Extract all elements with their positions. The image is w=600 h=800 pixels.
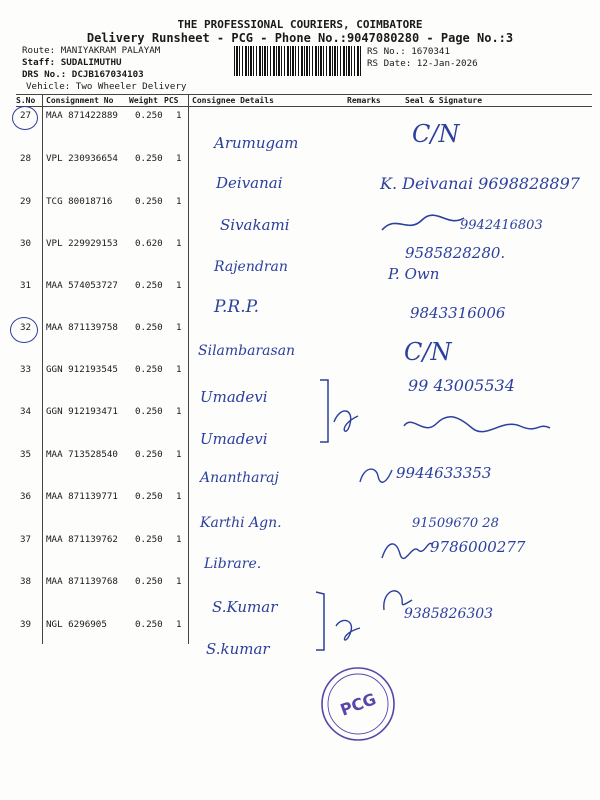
hw-consignee-name: Deivanai — [216, 174, 283, 192]
hw-signature: 9942416803 — [460, 218, 543, 233]
table-row — [0, 110, 600, 124]
row-pcs: 1 — [176, 153, 182, 164]
row-weight: 0.250 — [135, 534, 163, 545]
hw-consignee-name: S.Kumar — [212, 598, 278, 616]
row-sno: 36 — [20, 491, 32, 502]
table-row — [0, 280, 600, 294]
route-label: Route: MANIYAKRAM PALAYAM — [22, 45, 161, 56]
row-weight: 0.250 — [135, 364, 163, 375]
row-sno: 38 — [20, 576, 32, 587]
row-consignment: MAA 871139768 — [46, 576, 118, 587]
hw-signature: 91509670 28 — [412, 516, 499, 531]
hw-signature: 9786000277 — [430, 538, 526, 556]
row-consignment: MAA 871422889 — [46, 110, 118, 121]
bracket-mark — [312, 588, 364, 654]
row-sno: 27 — [20, 110, 32, 121]
row-consignment: MAA 871139762 — [46, 534, 118, 545]
row-weight: 0.250 — [135, 196, 163, 207]
hw-signature: 9944633353 — [396, 464, 492, 482]
row-weight: 0.250 — [135, 619, 163, 630]
hw-consignee-name: S.kumar — [206, 640, 270, 658]
col-consignment: Consignment No — [46, 96, 114, 105]
row-weight: 0.250 — [135, 491, 163, 502]
row-sno: 28 — [20, 153, 32, 164]
hw-signature: 9843316006 — [410, 304, 506, 322]
company-stamp — [318, 664, 398, 744]
hw-consignee-name: Rajendran — [214, 259, 288, 275]
stamp-text: PCG — [337, 689, 379, 720]
hw-signature: 9385826303 — [404, 606, 494, 622]
signature-scribble — [378, 534, 434, 564]
sno-circle-mark — [10, 317, 38, 343]
row-weight: 0.250 — [135, 110, 163, 121]
row-consignment: MAA 871139771 — [46, 491, 118, 502]
row-sno: 35 — [20, 449, 32, 460]
row-sno: 31 — [20, 280, 32, 291]
hw-consignee-name: Sivakami — [220, 216, 290, 234]
hw-signature: P. Own — [388, 265, 440, 283]
vehicle-label: Vehicle: Two Wheeler Delivery — [26, 81, 187, 92]
table-row — [0, 491, 600, 505]
row-pcs: 1 — [176, 280, 182, 291]
row-pcs: 1 — [176, 110, 182, 121]
signature-scribble — [378, 584, 418, 614]
table-top-border — [16, 94, 592, 95]
hw-signature: 9585828280. — [405, 244, 506, 262]
hw-signature: K. Deivanai 9698828897 — [380, 174, 580, 193]
row-pcs: 1 — [176, 196, 182, 207]
row-weight: 0.250 — [135, 406, 163, 417]
row-pcs: 1 — [176, 449, 182, 460]
runsheet-subtitle: Delivery Runsheet - PCG - Phone No.:9047080280 - Page No.:3 — [86, 31, 514, 45]
row-pcs: 1 — [176, 238, 182, 249]
table-row — [0, 196, 600, 210]
row-weight: 0.250 — [135, 576, 163, 587]
row-consignment: VPL 230936654 — [46, 153, 118, 164]
row-pcs: 1 — [176, 534, 182, 545]
hw-consignee-name: Anantharaj — [200, 470, 279, 486]
row-sno: 33 — [20, 364, 32, 375]
hw-consignee-name: Librare. — [204, 556, 262, 572]
col-seal: Seal & Signature — [405, 96, 483, 105]
col-weight: Weight — [129, 96, 158, 105]
hw-consignee-name: Silambarasan — [198, 343, 296, 359]
row-consignment: MAA 713528540 — [46, 449, 118, 460]
row-consignment: GGN 912193471 — [46, 406, 118, 417]
row-consignment: VPL 229929153 — [46, 238, 118, 249]
row-weight: 0.250 — [135, 153, 163, 164]
hw-consignee-name: Arumugam — [214, 134, 299, 152]
row-pcs: 1 — [176, 619, 182, 630]
signature-scribble — [402, 412, 552, 438]
row-weight: 0.250 — [135, 449, 163, 460]
row-pcs: 1 — [176, 322, 182, 333]
sno-circle-mark — [12, 106, 38, 130]
signature-scribble — [378, 212, 468, 236]
drs-label: DRS No.: DCJB167034103 — [22, 69, 144, 80]
col-sno: S.No — [16, 96, 36, 105]
hw-signature: C/N — [404, 338, 452, 366]
hw-consignee-name: Karthi Agn. — [200, 515, 282, 531]
row-consignment: TCG 80018716 — [46, 196, 113, 207]
row-sno: 39 — [20, 619, 32, 630]
table-row — [0, 322, 600, 336]
hw-signature: 99 43005534 — [408, 376, 515, 395]
table-row — [0, 576, 600, 590]
row-pcs: 1 — [176, 491, 182, 502]
hw-consignee-name: P.R.P. — [214, 297, 259, 317]
row-weight: 0.250 — [135, 322, 163, 333]
header-divider — [16, 106, 592, 107]
signature-scribble — [356, 462, 396, 488]
row-consignment: GGN 912193545 — [46, 364, 118, 375]
row-sno: 34 — [20, 406, 32, 417]
row-sno: 29 — [20, 196, 32, 207]
hw-consignee-name: Umadevi — [200, 388, 268, 406]
rs-number: RS No.: 1670341 — [367, 46, 450, 57]
row-pcs: 1 — [176, 364, 182, 375]
row-weight: 0.620 — [135, 238, 163, 249]
row-sno: 37 — [20, 534, 32, 545]
hw-signature: C/N — [412, 120, 460, 148]
row-consignment: MAA 574053727 — [46, 280, 118, 291]
row-sno: 32 — [20, 322, 32, 333]
col-remarks: Remarks — [347, 96, 381, 105]
col-pcs: PCS — [164, 96, 179, 105]
row-weight: 0.250 — [135, 280, 163, 291]
hw-consignee-name: Umadevi — [200, 430, 268, 448]
row-consignment: MAA 871139758 — [46, 322, 118, 333]
staff-label: Staff: SUDALIMUTHU — [22, 57, 122, 68]
company-title: THE PROFESSIONAL COURIERS, COIMBATORE — [177, 18, 423, 31]
row-pcs: 1 — [176, 576, 182, 587]
row-pcs: 1 — [176, 406, 182, 417]
rs-date: RS Date: 12-Jan-2026 — [367, 58, 478, 69]
table-row — [0, 449, 600, 463]
row-consignment: NGL 6296905 — [46, 619, 107, 630]
table-row — [0, 238, 600, 252]
row-sno: 30 — [20, 238, 32, 249]
table-row — [0, 153, 600, 167]
table-row — [0, 619, 600, 633]
bracket-mark — [314, 376, 364, 446]
col-consignee: Consignee Details — [192, 96, 274, 105]
barcode — [234, 46, 362, 76]
